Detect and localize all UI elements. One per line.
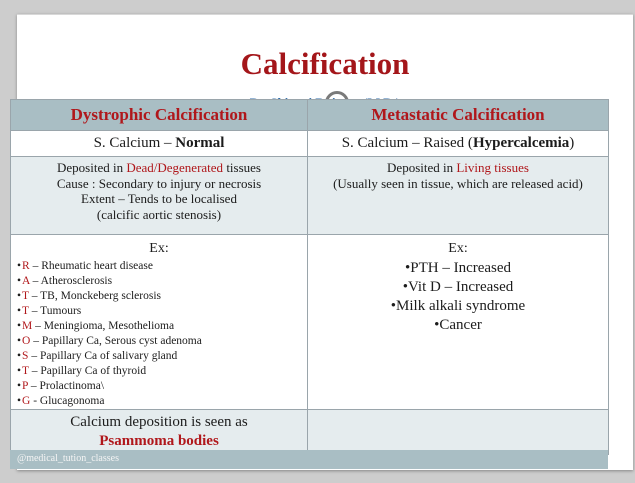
table-row <box>11 131 609 157</box>
list-item: • Milk alkali syndrome <box>308 297 608 316</box>
list-item-text: – TB, Monckeberg sclerosis <box>28 290 161 302</box>
list-item <box>17 289 307 304</box>
list-item-text: – Rheumatic heart disease <box>29 260 153 272</box>
cell-line <box>308 160 608 176</box>
list-item <box>17 334 307 349</box>
psammoma-cell <box>11 410 308 455</box>
table-row <box>11 157 609 235</box>
cell-bold-text: Hypercalcemia <box>472 135 570 151</box>
list-item-text: – Papillary Ca of salivary gland <box>28 350 178 362</box>
dystrophic-examples-cell <box>11 235 308 410</box>
cell-line: Calcium deposition is seen as <box>70 414 248 430</box>
examples-heading: Ex: <box>149 241 169 256</box>
list-item: • PTH – Increased <box>308 259 608 278</box>
empty-cell <box>308 410 609 455</box>
metastatic-examples-cell <box>308 235 609 410</box>
cell-line: Cause : Secondary to injury or necrosis <box>56 175 262 191</box>
slide-title: Calcification <box>240 46 410 81</box>
list-item <box>17 259 307 274</box>
list-item-text: – Prolactinoma\ <box>28 380 105 392</box>
highlight-text: Dead/Degenerated <box>126 160 224 175</box>
cell-text: S. Calcium – <box>93 135 176 151</box>
highlight-text: Living tissues <box>456 160 529 175</box>
cell-line: Extent – Tends to be localised <box>81 191 237 206</box>
mnemonic-letter: R <box>22 260 30 272</box>
mnemonic-letter: M <box>22 320 33 332</box>
list-item-text: – Papillary Ca of thyroid <box>28 365 147 377</box>
list-item: • Cancer <box>308 316 608 335</box>
metastatic-deposition-cell <box>308 157 609 235</box>
list-item-text: – Tumours <box>28 305 82 317</box>
table-header-row <box>11 100 609 131</box>
list-item <box>17 304 307 319</box>
comparison-table <box>10 99 609 455</box>
list-item <box>17 349 307 364</box>
cell-text: Deposited in <box>57 160 127 175</box>
metastatic-list <box>308 259 608 335</box>
list-item <box>17 394 307 409</box>
cell-line <box>11 160 307 176</box>
mnemonic-letter: P <box>22 380 29 392</box>
list-item <box>17 319 307 334</box>
psammoma-text: Psammoma bodies <box>99 433 219 449</box>
cell-text: S. Calcium – Raised ( <box>341 135 473 151</box>
cell-text: tissues <box>223 160 261 175</box>
mnemonic-letter: A <box>22 275 30 287</box>
cell-line: (Usually seen in tissue, which are released acid) <box>333 175 583 191</box>
list-item: • Vit D – Increased <box>308 278 608 297</box>
metastatic-calcium-cell <box>308 131 609 157</box>
footer-watermark: @medical_tution_classes <box>17 453 119 464</box>
cell-line: (calcific aortic stenosis) <box>96 206 222 222</box>
list-item-text: – Meningioma, Mesothelioma <box>32 320 175 332</box>
mnemonic-letter: T <box>22 305 29 317</box>
dystrophic-calcium-cell <box>11 131 308 157</box>
header-metastatic: Metastatic Calcification <box>308 100 609 131</box>
examples-heading: Ex: <box>448 241 468 256</box>
table-row <box>11 410 609 455</box>
mnemonic-letter: G <box>22 395 31 407</box>
list-item <box>17 274 307 289</box>
footer-bar <box>10 450 608 469</box>
mnemonic-letter: O <box>22 335 31 347</box>
list-item-text: - Glucagonoma <box>30 395 105 407</box>
list-item-text: – Atherosclerosis <box>29 275 113 287</box>
mnemonic-letter: T <box>22 290 29 302</box>
header-dystrophic: Dystrophic Calcification <box>11 100 308 131</box>
mnemonic-letter: S <box>22 350 29 362</box>
dystrophic-deposition-cell <box>11 157 308 235</box>
list-item <box>17 364 307 379</box>
list-item-text: – Papillary Ca, Serous cyst adenoma <box>30 335 202 347</box>
list-item <box>17 379 307 394</box>
table-row <box>11 235 609 410</box>
mnemonic-letter: T <box>22 365 29 377</box>
cell-text: Deposited in <box>387 160 457 175</box>
mnemonic-list <box>17 259 307 409</box>
cell-bold-text: Normal <box>175 135 225 151</box>
cell-text: ) <box>569 135 575 151</box>
